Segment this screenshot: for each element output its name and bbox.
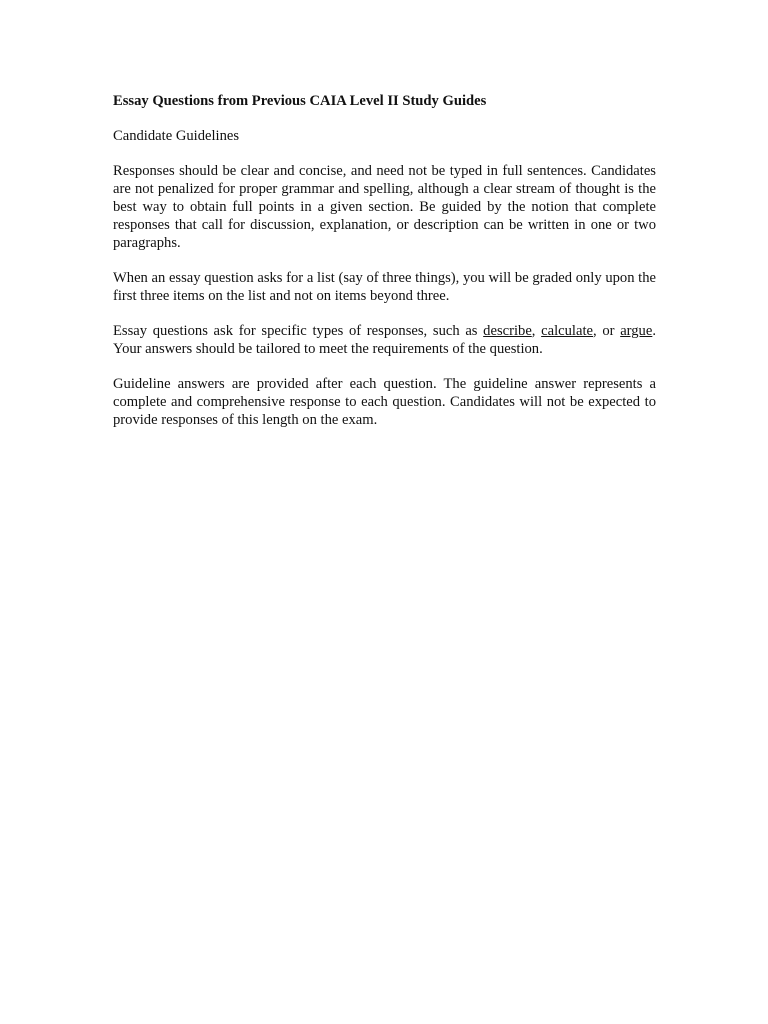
guideline-paragraph-1: Responses should be clear and concise, and need not be typed in full sentences. Candidates are not penalized for proper grammar and spelling, although a clear stream of thought is the best way to obtain full points in a given section. Be guided by the notion that complete responses that call for discussion, explanation, or description can be written in one or two paragraphs. <box>113 163 656 251</box>
term-describe: describe <box>483 323 532 339</box>
guideline-paragraph-4: Guideline answers are provided after each question. The guideline answer represents a complete and comprehensive response to each question. Candidates will not be expected to provide responses of this length on the exam. <box>113 376 656 428</box>
document-page <box>113 92 656 429</box>
guideline-paragraph-2: When an essay question asks for a list (say of three things), you will be graded only upon the first three items on the list and not on items beyond three. <box>113 270 656 304</box>
paragraph-3-outro: . Your answers should be tailored to meet the requirements of the question. <box>113 323 656 357</box>
separator-1: , <box>531 323 542 339</box>
section-heading: Candidate Guidelines <box>113 128 240 144</box>
paragraph-3-intro: Essay questions ask for specific types of responses, such as <box>113 323 484 339</box>
term-argue: argue <box>620 323 653 339</box>
document-title: Essay Questions from Previous CAIA Level II Study Guides <box>113 93 487 109</box>
guideline-paragraph-3 <box>113 322 656 358</box>
separator-2: , or <box>593 323 621 339</box>
term-calculate: calculate <box>541 323 593 339</box>
